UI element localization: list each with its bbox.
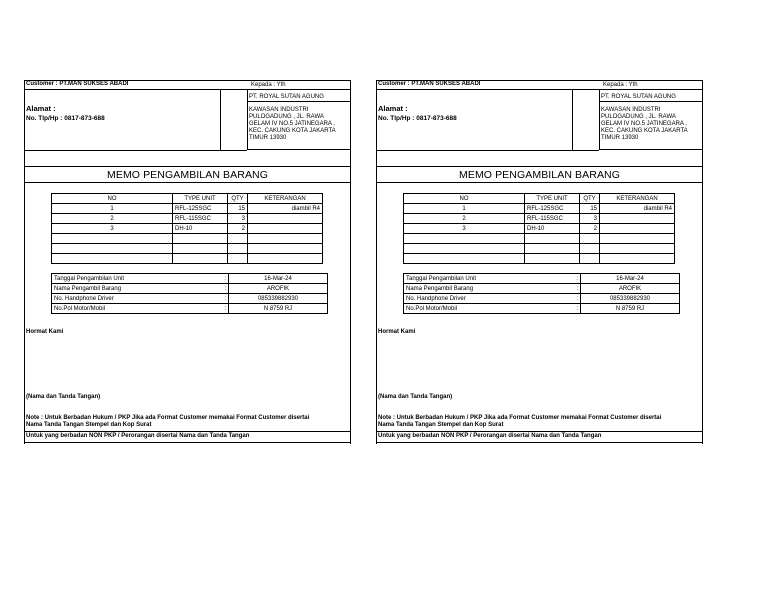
cell-keterangan [600,244,675,254]
info-value: 16-Mar-24 [229,274,328,284]
info-row [52,294,328,304]
address-line: KEC. CAKUNG KOTA JAKARTA [249,128,336,134]
address-line: KAWASAN INDUSTRI [249,107,309,113]
memo-form-right [376,80,703,444]
address-line: PULOGADUNG , JL. RAWA [601,114,676,120]
cell-no [52,244,173,254]
divider [377,166,702,167]
cell-qty [228,254,248,264]
cell-qty: 2 [580,224,600,234]
info-colon: : [574,274,581,284]
cell-no [404,244,525,254]
alamat-label: Alamat : [26,104,56,113]
hormat-label: Hormat Kami [378,329,416,335]
table-row [404,244,675,254]
divider [25,431,350,432]
col-no-header: NO [404,194,525,204]
hormat-label: Hormat Kami [26,329,64,335]
table-row [404,214,675,224]
info-table [51,273,328,314]
cell-keterangan [600,254,675,264]
note-line-2: Nama Tanda Tangan Stempel dan Kop Surat [378,422,504,428]
cell-type: DH-10 [525,224,580,234]
memo-form-left [24,80,351,444]
cell-no: 2 [52,214,173,224]
cell-no: 3 [52,224,173,234]
info-row [52,284,328,294]
info-row [52,304,328,314]
note-line-3: Untuk yang berbadan NON PKP / Perorangan disertai Nama dan Tanda Tangan [378,433,602,439]
customer-label: Customer : PT.MAN SUKSES ABADI [26,81,129,87]
cell-keterangan [600,234,675,244]
col-keterangan-header: KETERANGAN [248,194,323,204]
customer-label: Customer : PT.MAN SUKSES ABADI [378,81,481,87]
cell-keterangan [248,214,323,224]
info-label: Tanggal Pengambilan Unit [52,274,223,284]
note-line-2: Nama Tanda Tangan Stempel dan Kop Surat [26,422,152,428]
info-colon: : [574,294,581,304]
info-row [404,284,680,294]
address-line: KAWASAN INDUSTRI [601,107,661,113]
info-value: 085339882930 [229,294,328,304]
cell-qty: 15 [228,204,248,214]
cell-keterangan [248,244,323,254]
recipient-address [249,107,336,142]
note-line-3: Untuk yang berbadan NON PKP / Perorangan disertai Nama dan Tanda Tangan [26,433,250,439]
cell-type: DH-10 [173,224,228,234]
info-label: Nama Pengambil Barang [404,284,575,294]
cell-no [404,254,525,264]
recipient-address [601,107,688,142]
info-value: N 8759 RJ [229,304,328,314]
cell-qty: 15 [580,204,600,214]
cell-no [52,254,173,264]
info-colon: : [222,274,229,284]
table-row [52,244,323,254]
phone-label: No. Tlp/Hp : 0817-873-688 [378,115,457,122]
cell-keterangan [248,224,323,234]
cell-keterangan [600,224,675,234]
info-row [404,294,680,304]
info-label: No. Handphone Driver [404,294,575,304]
cell-type: RFL-125SGC [525,204,580,214]
cell-type [173,254,228,264]
address-line: TIMUR 13930 [249,135,287,141]
cell-no [52,234,173,244]
cell-no [404,234,525,244]
divider [377,182,702,183]
divider [572,89,573,150]
cell-type [525,254,580,264]
cell-qty [580,254,600,264]
divider [220,89,221,150]
table-row [404,234,675,244]
divider [25,182,350,183]
phone-label: No. Tlp/Hp : 0817-873-688 [26,115,105,122]
info-value: AROFIK [229,284,328,294]
cell-qty [580,234,600,244]
items-table [51,193,323,264]
divider [377,431,702,432]
cell-type [173,234,228,244]
table-header-row [404,194,675,204]
recipient-name: PT. ROYAL SUTAN AGUNG [249,94,324,100]
info-colon: : [222,294,229,304]
col-qty-header: QTY [228,194,248,204]
cell-keterangan [248,234,323,244]
kepada-label: Kepada : Yth [251,82,286,88]
table-row [404,224,675,234]
cell-type: RFL-115SGC [525,214,580,224]
cell-qty [228,244,248,254]
info-table [403,273,680,314]
cell-keterangan [248,254,323,264]
table-row [52,234,323,244]
divider [377,150,599,151]
recipient-name: PT. ROYAL SUTAN AGUNG [601,94,676,100]
cell-qty: 2 [228,224,248,234]
table-row [404,204,675,214]
info-value: AROFIK [581,284,680,294]
cell-no: 1 [52,204,173,214]
table-header-row [52,194,323,204]
memo-title: MEMO PENGAMBILAN BARANG [107,169,268,181]
table-row [404,254,675,264]
info-row [404,304,680,314]
note-line-1: Note : Untuk Berbadan Hukum / PKP Jika ada Format Customer memakai Format Customer disertai [26,415,310,421]
divider [247,101,350,102]
cell-keterangan [600,214,675,224]
address-line: TIMUR 13930 [601,135,639,141]
memo-title: MEMO PENGAMBILAN BARANG [459,169,620,181]
divider [25,150,247,151]
cell-keterangan: diambil R4 [600,204,675,214]
cell-no: 1 [404,204,525,214]
items-table [403,193,675,264]
cell-qty: 3 [580,214,600,224]
divider [25,442,350,443]
info-value: N 8759 RJ [581,304,680,314]
info-colon: : [574,284,581,294]
info-label: Tanggal Pengambilan Unit [404,274,575,284]
col-type-header: TYPE UNIT [525,194,580,204]
cell-type [173,244,228,254]
signature-label: (Nama dan Tanda Tangan) [378,394,453,400]
table-row [52,254,323,264]
info-label: No.Pol Motor/Mobil [52,304,223,314]
cell-keterangan: diambil R4 [248,204,323,214]
cell-qty [580,244,600,254]
info-label: No. Handphone Driver [52,294,223,304]
cell-type: RFL-115SGC [173,214,228,224]
table-row [52,214,323,224]
info-row [52,274,328,284]
table-row [52,224,323,234]
note-line-1: Note : Untuk Berbadan Hukum / PKP Jika ada Format Customer memakai Format Customer disertai [378,415,662,421]
cell-type [525,234,580,244]
table-row [52,204,323,214]
info-value: 085339882930 [581,294,680,304]
info-row [404,274,680,284]
cell-qty: 3 [228,214,248,224]
cell-type: RFL-125SGC [173,204,228,214]
divider [377,442,702,443]
col-type-header: TYPE UNIT [173,194,228,204]
address-line: PULOGADUNG , JL. RAWA [249,114,324,120]
info-colon: : [222,304,229,314]
address-line: GELAM IV NO.5 JATINEGARA , [249,121,335,127]
info-colon: : [222,284,229,294]
info-value: 16-Mar-24 [581,274,680,284]
cell-type [525,244,580,254]
info-colon: : [574,304,581,314]
info-label: No.Pol Motor/Mobil [404,304,575,314]
kepada-label: Kepada : Yth [603,82,638,88]
col-keterangan-header: KETERANGAN [600,194,675,204]
address-line: GELAM IV NO.5 JATINEGARA , [601,121,687,127]
cell-qty [228,234,248,244]
cell-no: 3 [404,224,525,234]
alamat-label: Alamat : [378,104,408,113]
divider [25,166,350,167]
info-label: Nama Pengambil Barang [52,284,223,294]
divider [599,101,702,102]
address-line: KEC. CAKUNG KOTA JAKARTA [601,128,688,134]
col-no-header: NO [52,194,173,204]
col-qty-header: QTY [580,194,600,204]
cell-no: 2 [404,214,525,224]
signature-label: (Nama dan Tanda Tangan) [26,394,101,400]
